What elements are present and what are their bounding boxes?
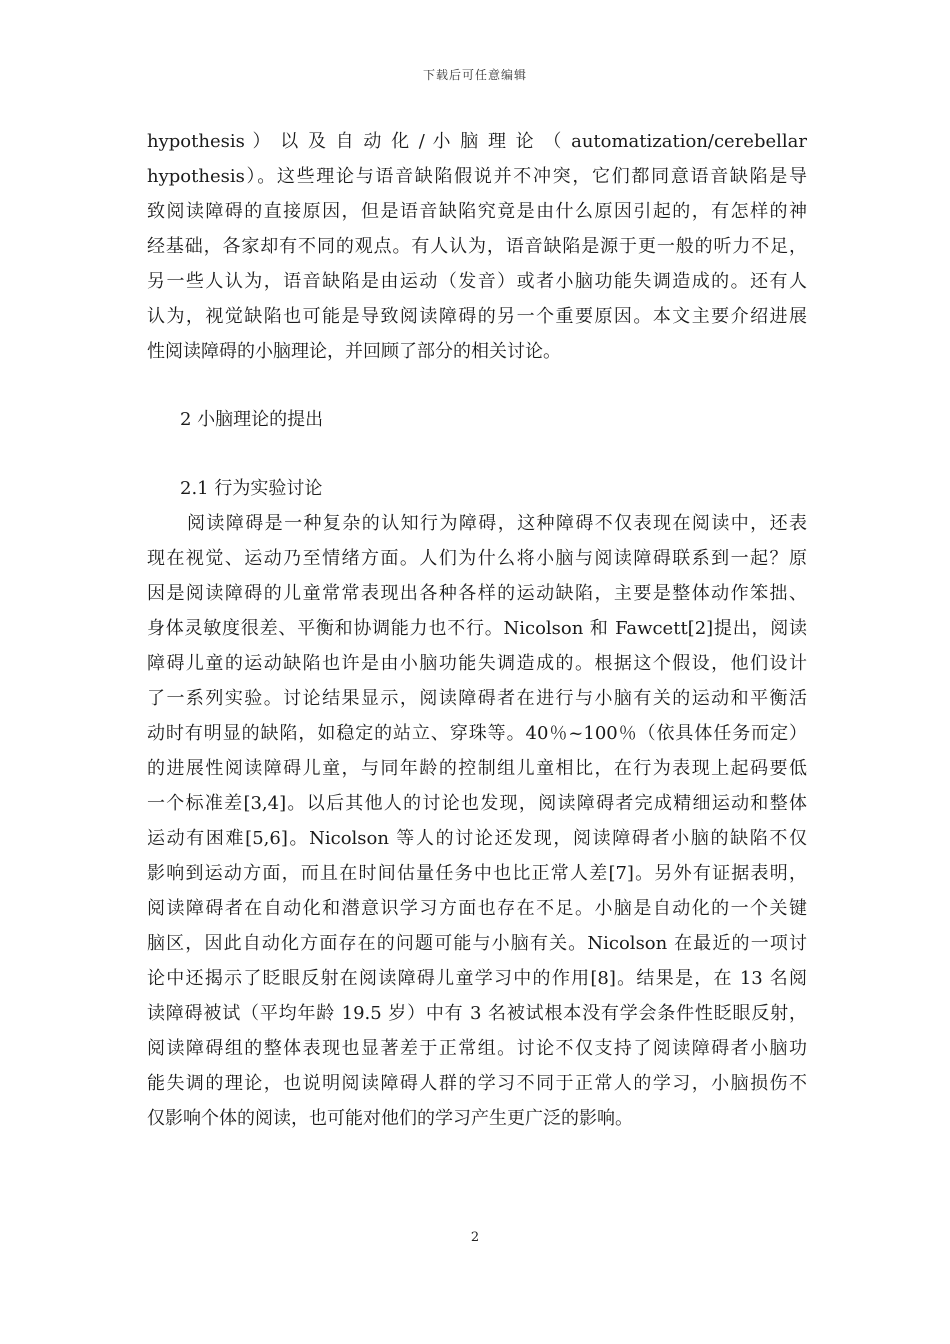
main-paragraph	[147, 506, 807, 1136]
text-line: 致阅读障碍的直接原因，但是语音缺陷究竟是由什么原因引起的，有怎样的神	[147, 201, 807, 222]
page-header: 下载后可任意编辑	[422, 68, 527, 82]
text-line: 性阅读障碍的小脑理论，并回顾了部分的相关讨论。	[147, 341, 561, 362]
text-line: 影响到运动方面，而且在时间估量任务中也比正常人差[7]。另外有证据表明，	[147, 863, 807, 884]
section-heading: 2 小脑理论的提出	[180, 409, 324, 430]
text-line: 运动有困难[5,6]。Nicolson 等人的讨论还发现，阅读障碍者小脑的缺陷不仅	[147, 828, 807, 849]
text-line: 现在视觉、运动乃至情绪方面。人们为什么将小脑与阅读障碍联系到一起？原	[147, 548, 807, 569]
text-line: 阅读障碍组的整体表现也显著差于正常组。讨论不仅支持了阅读障碍者小脑功	[147, 1038, 807, 1059]
text-line: 阅读障碍是一种复杂的认知行为障碍，这种障碍不仅表现在阅读中，还表	[187, 513, 807, 534]
subsection-heading: 2.1 行为实验讨论	[180, 478, 323, 499]
text-line: 障碍儿童的运动缺陷也许是由小脑功能失调造成的。根据这个假设，他们设计	[147, 653, 807, 674]
text-line: 另一些人认为，语音缺陷是由运动（发音）或者小脑功能失调造成的。还有人	[147, 271, 807, 292]
text-line: 认为，视觉缺陷也可能是导致阅读障碍的另一个重要原因。本文主要介绍进展	[147, 306, 807, 327]
text-line: 读障碍被试（平均年龄 19.5 岁）中有 3 名被试根本没有学会条件性眨眼反射，	[147, 1003, 807, 1024]
text-line: 的进展性阅读障碍儿童，与同年龄的控制组儿童相比，在行为表现上起码要低	[147, 758, 807, 779]
text-line: 身体灵敏度很差、平衡和协调能力也不行。Nicolson 和 Fawcett[2]提出，阅读	[147, 618, 807, 639]
text-line: 仅影响个体的阅读，也可能对他们的学习产生更广泛的影响。	[147, 1108, 633, 1129]
text-line: hypothesis）。这些理论与语音缺陷假说并不冲突，它们都同意语音缺陷是导	[147, 166, 807, 187]
text-line: 论中还揭示了眨眼反射在阅读障碍儿童学习中的作用[8]。结果是，在 13 名阅	[147, 968, 807, 989]
text-line: 了一系列实验。讨论结果显示，阅读障碍者在进行与小脑有关的运动和平衡活	[147, 688, 807, 709]
page-number: 2	[470, 1230, 480, 1245]
text-line: 阅读障碍者在自动化和潜意识学习方面也存在不足。小脑是自动化的一个关键	[147, 898, 807, 919]
text-line: hypothesis ） 以 及 自 动 化 / 小 脑 理 论 （ automatization/cerebellar	[147, 131, 807, 152]
intro-paragraph	[147, 124, 807, 369]
text-line: 脑区，因此自动化方面存在的问题可能与小脑有关。Nicolson 在最近的一项讨	[147, 933, 807, 954]
text-line: 因是阅读障碍的儿童常常表现出各种各样的运动缺陷，主要是整体动作笨拙、	[147, 583, 807, 604]
text-line: 经基础，各家却有不同的观点。有人认为，语音缺陷是源于更一般的听力不足，	[147, 236, 807, 257]
text-line: 能失调的理论，也说明阅读障碍人群的学习不同于正常人的学习，小脑损伤不	[147, 1073, 807, 1094]
document-body	[147, 124, 807, 1136]
text-line: 一个标准差[3,4]。以后其他人的讨论也发现，阅读障碍者完成精细运动和整体	[147, 793, 807, 814]
text-line: 动时有明显的缺陷，如稳定的站立、穿珠等。40％~100％（依具体任务而定）	[147, 723, 807, 744]
